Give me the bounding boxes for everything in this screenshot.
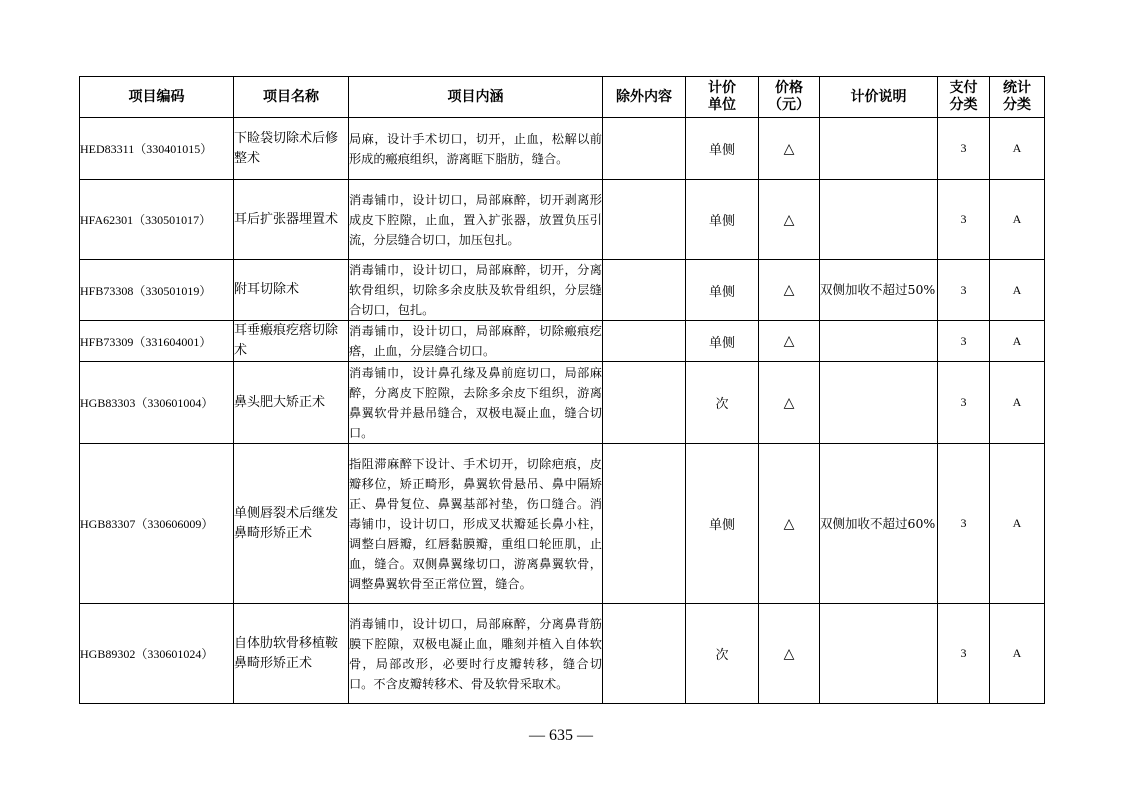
item-content: 消毒铺巾，设计切口，局部麻醉，分离鼻背筋膜下腔隙，双极电凝止血，雕刻并植入自体软骨，局部改形，必要时行皮瓣转移，缝合切口。不含皮瓣转移术、骨及软骨采取术。 (349, 604, 603, 704)
item-price: △ (759, 444, 820, 604)
item-price: △ (759, 604, 820, 704)
item-name: 自体肋软骨移植鞍鼻畸形矫正术 (234, 604, 349, 704)
header-name: 项目名称 (234, 77, 349, 118)
table-row (80, 444, 1045, 604)
item-code: HFA62301（330501017） (80, 180, 234, 260)
item-name: 下睑袋切除术后修整术 (234, 118, 349, 180)
header-pay-category: 支付 分类 (938, 77, 990, 118)
header-note: 计价说明 (820, 77, 938, 118)
item-content: 消毒铺巾，设计切口，局部麻醉，切开剥离形成皮下腔隙，止血，置入扩张器，放置负压引流，分层缝合切口，加压包扎。 (349, 180, 603, 260)
item-price: △ (759, 260, 820, 321)
item-note (820, 180, 938, 260)
item-name: 耳后扩张器埋置术 (234, 180, 349, 260)
item-pay-category: 3 (938, 118, 990, 180)
item-code: HFB73308（330501019） (80, 260, 234, 321)
item-note (820, 604, 938, 704)
item-unit: 次 (686, 604, 759, 704)
item-content: 消毒铺巾，设计切口，局部麻醉，切除瘢痕疙瘩，止血，分层缝合切口。 (349, 321, 603, 362)
item-stat-category: A (990, 321, 1045, 362)
item-price: △ (759, 321, 820, 362)
header-unit: 计价 单位 (686, 77, 759, 118)
item-price: △ (759, 118, 820, 180)
item-pay-category: 3 (938, 604, 990, 704)
item-code: HGB89302（330601024） (80, 604, 234, 704)
table-header-row (80, 77, 1045, 118)
item-code: HGB83303（330601004） (80, 362, 234, 444)
item-excluded (603, 604, 686, 704)
item-stat-category: A (990, 180, 1045, 260)
item-content: 消毒铺巾，设计切口，局部麻醉，切开，分离软骨组织，切除多余皮肤及软骨组织，分层缝合切口，包扎。 (349, 260, 603, 321)
item-note (820, 321, 938, 362)
item-pay-category: 3 (938, 180, 990, 260)
fee-schedule-table (79, 76, 1045, 704)
item-name: 耳垂瘢痕疙瘩切除术 (234, 321, 349, 362)
item-content: 指阻滞麻醉下设计、手术切开，切除疤痕，皮瓣移位，矫正畸形，鼻翼软骨悬吊、鼻中隔矫正、鼻骨复位、鼻翼基部衬垫，伤口缝合。消毒铺巾，设计切口，形成叉状瓣延长鼻小柱，调整白唇瓣，红唇黏膜瓣，重组口轮匝肌，止血，缝合。双侧鼻翼缘切口，游离鼻翼软骨，调整鼻翼软骨至正常位置，缝合。 (349, 444, 603, 604)
item-code: HFB73309（331604001） (80, 321, 234, 362)
item-content: 局麻，设计手术切口，切开，止血，松解以前形成的瘢痕组织，游离眶下脂肪，缝合。 (349, 118, 603, 180)
table-row (80, 180, 1045, 260)
header-code: 项目编码 (80, 77, 234, 118)
item-unit: 单侧 (686, 260, 759, 321)
item-excluded (603, 180, 686, 260)
table-row (80, 321, 1045, 362)
item-unit: 单侧 (686, 321, 759, 362)
item-note: 双侧加收不超过50% (820, 260, 938, 321)
item-unit: 单侧 (686, 180, 759, 260)
item-stat-category: A (990, 118, 1045, 180)
header-price: 价格 （元） (759, 77, 820, 118)
item-stat-category: A (990, 444, 1045, 604)
item-name: 附耳切除术 (234, 260, 349, 321)
item-stat-category: A (990, 604, 1045, 704)
item-stat-category: A (990, 260, 1045, 321)
item-excluded (603, 118, 686, 180)
table-row (80, 604, 1045, 704)
item-excluded (603, 444, 686, 604)
table-row (80, 260, 1045, 321)
item-price: △ (759, 362, 820, 444)
item-content: 消毒铺巾，设计鼻孔缘及鼻前庭切口，局部麻醉，分离皮下腔隙，去除多余皮下组织，游离鼻翼软骨并悬吊缝合，双极电凝止血，缝合切口。 (349, 362, 603, 444)
item-excluded (603, 260, 686, 321)
item-note (820, 118, 938, 180)
header-content: 项目内涵 (349, 77, 603, 118)
item-code: HED83311（330401015） (80, 118, 234, 180)
item-pay-category: 3 (938, 362, 990, 444)
item-note: 双侧加收不超过60% (820, 444, 938, 604)
table-row (80, 362, 1045, 444)
header-stat-category: 统计 分类 (990, 77, 1045, 118)
item-price: △ (759, 180, 820, 260)
item-pay-category: 3 (938, 321, 990, 362)
item-note (820, 362, 938, 444)
item-pay-category: 3 (938, 260, 990, 321)
item-name: 鼻头肥大矫正术 (234, 362, 349, 444)
table-row (80, 118, 1045, 180)
item-unit: 单侧 (686, 118, 759, 180)
item-stat-category: A (990, 362, 1045, 444)
item-excluded (603, 362, 686, 444)
item-code: HGB83307（330606009） (80, 444, 234, 604)
item-unit: 单侧 (686, 444, 759, 604)
header-excluded: 除外内容 (603, 77, 686, 118)
item-excluded (603, 321, 686, 362)
page-number: — 635 — (529, 727, 593, 744)
item-unit: 次 (686, 362, 759, 444)
item-pay-category: 3 (938, 444, 990, 604)
item-name: 单侧唇裂术后继发鼻畸形矫正术 (234, 444, 349, 604)
